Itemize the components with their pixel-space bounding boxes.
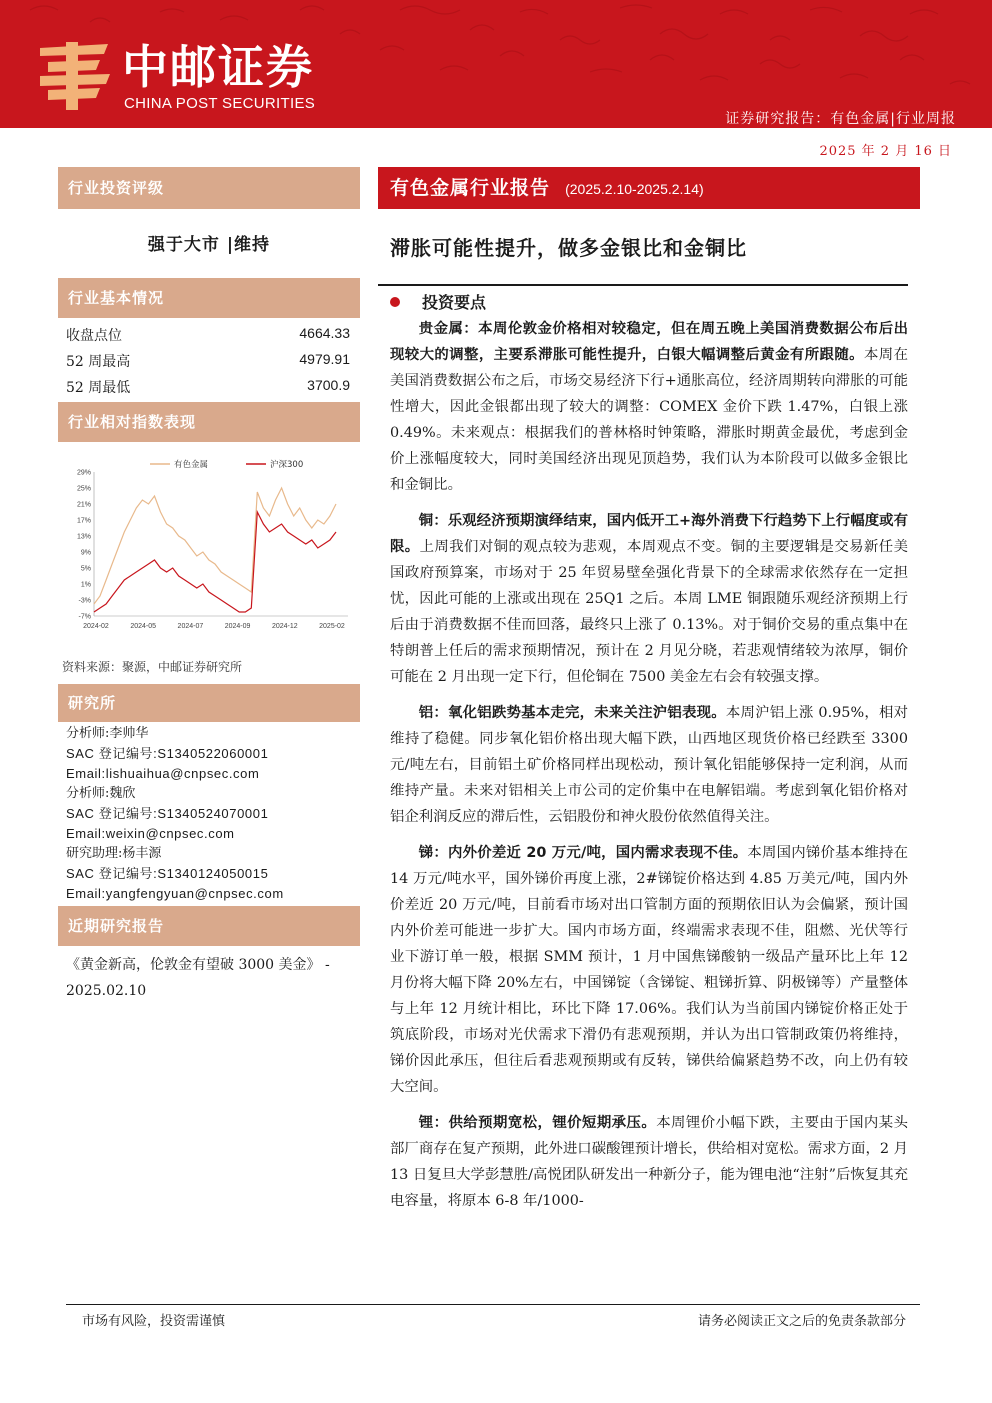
section-heading xyxy=(390,290,486,313)
analyst-sac: SAC 登记编号:S1340522060001 xyxy=(66,746,269,761)
recent-reports-heading: 近期研究报告 xyxy=(58,906,360,946)
paragraph-lead: 锑：内外价差近 20 万元/吨，国内需求表现不佳。 xyxy=(418,845,748,861)
report-category: 证券研究报告：有色金属|行业周报 xyxy=(725,111,956,127)
section-divider xyxy=(378,284,908,286)
rating-heading: 行业投资评级 xyxy=(58,167,360,209)
x-tick-label: 2024-12 xyxy=(271,623,298,630)
stat-label: 收盘点位 xyxy=(66,328,122,344)
footer-divider xyxy=(66,1304,920,1305)
series-line-csi300 xyxy=(94,512,336,612)
paragraph-text: 本周在美国消费数据公布之后，市场交易经济下行+通胀高位，经济周期转向滞胀的可能性增大，因此金银都出现了较大的调整：COMEX 金价下跌 1.47%，白银上涨 0.49%。未来观点：根据我们的普林格时钟策略，滞胀时期黄金最优，考虑到金价上涨幅度较大，同时美国经济出现见顶趋势，我们认为本阶段可以做多金银比和金铜比。 xyxy=(390,347,908,493)
paragraph-text: 本周国内锑价基本维持在 14 万元/吨水平，国外锑价再度上涨，2#锑锭价格达到 4.85 万美元/吨，国内外价差近 20 万元/吨，目前看市场对出口管制方面的预期依旧认为会偏紧，预计国内外价差可能进一步扩大。国内市场方面，终端需求表现不佳，阻燃、光伏等行业下游订单一般，根据 SMM 预计，1 月中国焦锑酸钠一级品产量环比上年 12 月份将大幅下降 20%左右，中国锑锭（含锑锭、粗锑折算、阴极锑等）产量整体与上年 12 月统计相比，环比下降 17.06%。我们认为当前国内锑锭价格正处于筑底阶段，市场对光伏需求下滑仍有悲观预期，并认为出口管制政策仍将维持，锑价因此承压，但往后看悲观预期或有反转，锑供给偏紧趋势不改，向上仍有较大空间。 xyxy=(390,845,908,1095)
section-heading-label: 投资要点 xyxy=(422,293,487,312)
paragraph-precious-metals xyxy=(390,316,908,498)
x-tick-label: 2025-02 xyxy=(319,623,345,630)
assistant-name: 研究助理:杨丰源 xyxy=(66,846,162,861)
stat-label: 52 周最低 xyxy=(66,380,131,396)
y-tick-label: -7% xyxy=(78,613,91,621)
footer-disclaimer-note: 请务必阅读正文之后的免责条款部分 xyxy=(697,1314,906,1329)
report-date: 2025 年 2 月 16 日 xyxy=(819,144,952,159)
x-tick-label: 2024-09 xyxy=(224,623,251,630)
report-period: (2025.2.10-2025.2.14) xyxy=(565,181,704,197)
y-tick-label: -3% xyxy=(78,597,91,605)
paragraph-lead: 铝：氧化铝跌势基本走完，未来关注沪铝表现。 xyxy=(418,705,726,721)
bullet-icon xyxy=(390,297,400,307)
stat-row xyxy=(66,377,350,401)
stat-row xyxy=(66,325,350,349)
y-tick-label: 1% xyxy=(80,581,91,589)
x-tick-label: 2024-05 xyxy=(130,623,157,630)
stat-value: 4664.33 xyxy=(299,325,350,341)
y-tick-label: 25% xyxy=(76,485,91,493)
stat-row xyxy=(66,351,350,375)
footer-risk-note: 市场有风险，投资需谨慎 xyxy=(82,1314,226,1329)
assistant-email[interactable]: Email:yangfengyuan@cnpsec.com xyxy=(66,886,284,901)
paragraph-text: 上周我们对铜的观点较为悲观，本周观点不变。铜的主要逻辑是交易新任美国政府预算案，市场对于 25 年贸易壁垒强化背景下的全球需求依然存在一定担忧，因此可能的上涨或出现在 25Q1 之后。本周 LME 铜跟随乐观经济预期上行后由于消费数据不佳而回落，最终只上涨了 0.13%。对于铜价交易的重点集中在特朗普上任后的需求预期情况，预计在 2 月见分晓，若悲观情绪较为浓厚，铜价可能在 2 月出现一定下行，但伦铜在 7500 美金左右会有较强支撑。 xyxy=(390,539,908,685)
y-tick-label: 21% xyxy=(76,501,91,509)
stat-value: 3700.9 xyxy=(307,377,350,393)
x-tick-label: 2024-02 xyxy=(83,623,109,630)
y-tick-label: 13% xyxy=(76,533,91,541)
headline: 滞胀可能性提升，做多金银比和金铜比 xyxy=(390,236,747,260)
paragraph-aluminum xyxy=(390,700,908,830)
analyst-sac: SAC 登记编号:S1340524070001 xyxy=(66,806,269,821)
y-tick-label: 17% xyxy=(76,517,91,525)
stat-label: 52 周最高 xyxy=(66,354,131,370)
y-tick-label: 29% xyxy=(76,469,91,477)
paragraph-lead: 贵金属：本周伦敦金价格相对较稳定，但在周五晚上美国消费数据公布后出现较大的调整，主要系滞胀可能性提升，白银大幅调整后黄金有所跟随。 xyxy=(390,321,908,363)
report-title: 有色金属行业报告 xyxy=(390,177,551,199)
legend-label: 有色金属 xyxy=(174,460,209,470)
basic-info-heading: 行业基本情况 xyxy=(58,278,360,318)
analyst-name: 分析师:李帅华 xyxy=(66,726,149,741)
paragraph-lead: 铜：乐观经济预期演绎结束，国内低开工+海外消费下行趋势下上行幅度或有限。 xyxy=(390,513,908,555)
paragraph-lithium xyxy=(390,1110,908,1214)
report-body xyxy=(390,316,908,1214)
chart-source: 资料来源：聚源，中邮证券研究所 xyxy=(62,660,243,674)
china-post-logo-icon xyxy=(34,40,114,112)
analyst-name: 分析师:魏欣 xyxy=(66,786,136,801)
research-heading: 研究所 xyxy=(58,684,360,722)
brand-name-en: CHINA POST SECURITIES xyxy=(124,95,316,112)
paragraph-copper xyxy=(390,508,908,690)
y-tick-label: 9% xyxy=(80,549,91,557)
y-tick-label: 5% xyxy=(80,565,91,573)
report-title-bar xyxy=(378,167,920,209)
series-line-nonferrous xyxy=(94,488,336,604)
header-banner xyxy=(0,0,992,128)
paragraph-text: 本周锂价小幅下跌，主要由于国内某头部厂商存在复产预期，此外进口碳酸锂预计增长，供给相对宽松。需求方面，2 月 13 日复旦大学彭慧胜/高悦团队研发出一种新分子，能为锂电池“注射”后恢复其充电容量，将原本 6-8 年/1000- xyxy=(390,1115,908,1209)
stat-value: 4979.91 xyxy=(299,351,350,367)
relative-performance-chart xyxy=(66,450,356,640)
recent-report-link[interactable]: 《黄金新高，伦敦金有望破 3000 美金》 - 2025.02.10 xyxy=(66,957,330,999)
analyst-email[interactable]: Email:lishuaihua@cnpsec.com xyxy=(66,766,260,781)
brand-name-cn: 中邮证券 xyxy=(122,40,314,94)
paragraph-text: 本周沪铝上涨 0.95%，相对维持了稳健。同步氧化铝价格出现大幅下跌，山西地区现货价格已经跌至 3300 元/吨左右，目前铝土矿价格同样出现松动，预计氧化铝能够保持一定利润，从而维持产量。未来对铝相关上市公司的定价集中在电解铝端。考虑到氧化铝价格对铝企利润反应的滞后性，云铝股份和神火股份依然值得关注。 xyxy=(390,705,908,825)
x-tick-label: 2024-07 xyxy=(177,623,204,630)
perf-heading: 行业相对指数表现 xyxy=(58,402,360,442)
analyst-email[interactable]: Email:weixin@cnpsec.com xyxy=(66,826,235,841)
paragraph-antimony xyxy=(390,840,908,1100)
assistant-sac: SAC 登记编号:S1340124050015 xyxy=(66,866,269,881)
legend-label: 沪深300 xyxy=(270,460,304,470)
paragraph-lead: 锂：供给预期宽松，锂价短期承压。 xyxy=(418,1115,657,1131)
rating-value: 强于大市 |维持 xyxy=(147,235,271,255)
